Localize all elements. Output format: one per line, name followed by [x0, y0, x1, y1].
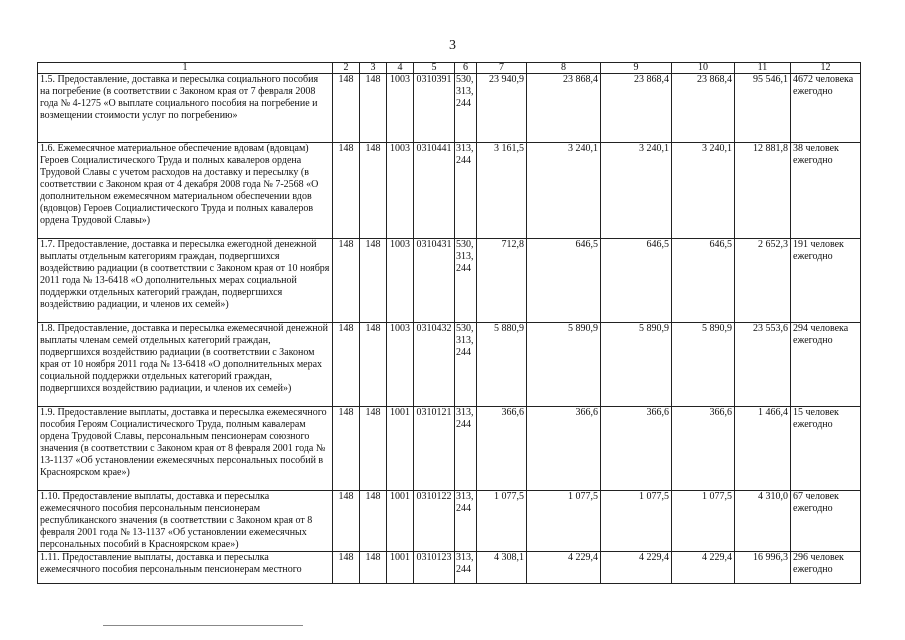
cell-target-code: 0310123: [414, 552, 455, 584]
row-description: 1.10. Предоставление выплаты, доставка и пересылка ежемесячного пособия персональным пенсионерам республиканского значения (в соответствии с Законом края от 8 февраля 2001 года № 13-1137 «Об установлении ежемесячных персональных пособий в Красноярском крае»): [38, 491, 333, 552]
cell-result: 67 человек ежегодно: [791, 491, 861, 552]
cell-amount-col10: 23 868,4: [672, 74, 735, 143]
cell-result: 294 человека ежегодно: [791, 323, 861, 407]
cell-ministry-code: 148: [333, 323, 360, 407]
cell-target-code: 0310122: [414, 491, 455, 552]
cell-admin-code: 148: [360, 491, 387, 552]
cell-amount-total: 4 310,0: [735, 491, 791, 552]
column-number: 9: [601, 63, 672, 74]
table-row: [38, 552, 861, 584]
cell-section-code: 1001: [387, 552, 414, 584]
cell-admin-code: 148: [360, 74, 387, 143]
cell-admin-code: 148: [360, 407, 387, 491]
cell-amount-col10: 366,6: [672, 407, 735, 491]
table-row: [38, 323, 861, 407]
row-description: 1.5. Предоставление, доставка и пересылка социального пособия на погребение (в соответствии с Законом края от 7 февраля 2008 года № 4-1275 «О выплате социального пособия на погребение и возмещении стоимости услуг по погребению»: [38, 74, 333, 143]
cell-expense-type: 313, 244: [455, 143, 477, 239]
cell-ministry-code: 148: [333, 239, 360, 323]
table-row: [38, 491, 861, 552]
cell-expense-type: 530, 313, 244: [455, 239, 477, 323]
cell-amount-total: 2 652,3: [735, 239, 791, 323]
table-row: [38, 407, 861, 491]
row-description: 1.8. Предоставление, доставка и пересылка ежемесячной денежной выплаты членам семей отдельных категорий граждан, подвергшихся воздействию радиации (в соответствии с Законом края от 10 ноября 2011 года № 13-6418 «О дополнительных мерах социальной поддержки отдельных категорий граждан, подвергшихся воздействию радиации, и членов их семей»): [38, 323, 333, 407]
cell-amount-col10: 5 890,9: [672, 323, 735, 407]
cell-amount-col9: 4 229,4: [601, 552, 672, 584]
cell-amount-col7: 3 161,5: [477, 143, 527, 239]
cell-result: 4672 человека ежегодно: [791, 74, 861, 143]
row-description: 1.7. Предоставление, доставка и пересылка ежегодной денежной выплаты отдельным категориям граждан, подвергшихся воздействию радиации (в соответствии с Законом края от 10 ноября 2011 года № 13-6418 «О дополнительных мерах социальной поддержки отдельных категорий граждан, подвергшихся воздействию радиации, и членов их семей»): [38, 239, 333, 323]
cell-section-code: 1001: [387, 491, 414, 552]
cell-ministry-code: 148: [333, 74, 360, 143]
cell-target-code: 0310431: [414, 239, 455, 323]
cell-amount-col9: 3 240,1: [601, 143, 672, 239]
cell-amount-col7: 712,8: [477, 239, 527, 323]
cell-amount-col9: 366,6: [601, 407, 672, 491]
cell-result: 15 человек ежегодно: [791, 407, 861, 491]
cell-result: 191 человек ежегодно: [791, 239, 861, 323]
cell-ministry-code: 148: [333, 491, 360, 552]
cell-expense-type: 530, 313, 244: [455, 323, 477, 407]
cell-amount-col9: 23 868,4: [601, 74, 672, 143]
row-description: 1.6. Ежемесячное материальное обеспечение вдовам (вдовцам) Героев Социалистического Труда и полных кавалеров ордена Трудовой Славы с учетом расходов на доставку и пересылку (в соответствии с Законом края от 4 декабря 2008 года № 7-2568 «О дополнительном ежемесячном материальном обеспечении вдов (вдовцов) Героев Социалистического Труда и полных кавалеров ордена Трудовой Славы»): [38, 143, 333, 239]
cell-amount-col7: 1 077,5: [477, 491, 527, 552]
cell-target-code: 0310432: [414, 323, 455, 407]
cell-amount-col7: 366,6: [477, 407, 527, 491]
cell-expense-type: 313, 244: [455, 552, 477, 584]
table-row: [38, 74, 861, 143]
cell-section-code: 1003: [387, 323, 414, 407]
cell-admin-code: 148: [360, 552, 387, 584]
cell-amount-col8: 3 240,1: [527, 143, 601, 239]
cell-amount-col8: 5 890,9: [527, 323, 601, 407]
column-number-header: [38, 63, 861, 74]
cell-amount-col10: 646,5: [672, 239, 735, 323]
cell-section-code: 1003: [387, 239, 414, 323]
cell-amount-col7: 4 308,1: [477, 552, 527, 584]
cell-target-code: 0310391: [414, 74, 455, 143]
column-number: 5: [414, 63, 455, 74]
cell-amount-col7: 23 940,9: [477, 74, 527, 143]
cell-amount-total: 95 546,1: [735, 74, 791, 143]
cell-expense-type: 313, 244: [455, 491, 477, 552]
column-number: 4: [387, 63, 414, 74]
cell-amount-col9: 5 890,9: [601, 323, 672, 407]
cell-amount-col10: 1 077,5: [672, 491, 735, 552]
cell-amount-col9: 1 077,5: [601, 491, 672, 552]
cell-admin-code: 148: [360, 239, 387, 323]
row-description: 1.11. Предоставление выплаты, доставка и пересылка ежемесячного пособия персональным пенсионерам местного: [38, 552, 333, 584]
cell-section-code: 1003: [387, 74, 414, 143]
cell-amount-col8: 366,6: [527, 407, 601, 491]
cell-expense-type: 530, 313, 244: [455, 74, 477, 143]
cell-amount-total: 12 881,8: [735, 143, 791, 239]
cell-admin-code: 148: [360, 143, 387, 239]
column-number: 7: [477, 63, 527, 74]
cell-result: 296 человек ежегодно: [791, 552, 861, 584]
column-number: 12: [791, 63, 861, 74]
column-number: 1: [38, 63, 333, 74]
column-number: 10: [672, 63, 735, 74]
budget-table: [37, 62, 861, 584]
table-row: [38, 143, 861, 239]
column-number: 2: [333, 63, 360, 74]
cell-ministry-code: 148: [333, 552, 360, 584]
cell-amount-col10: 3 240,1: [672, 143, 735, 239]
row-description: 1.9. Предоставление выплаты, доставка и пересылка ежемесячного пособия Героям Социалистического Труда, полным кавалерам ордена Трудовой Славы, персональным пенсионерам союзного значения (в соответствии с Законом края от 8 февраля 2001 года № 13-1137 «Об установлении ежемесячных персональных пособий в Красноярском крае»): [38, 407, 333, 491]
cell-section-code: 1003: [387, 143, 414, 239]
cell-result: 38 человек ежегодно: [791, 143, 861, 239]
cell-section-code: 1001: [387, 407, 414, 491]
cell-amount-total: 16 996,3: [735, 552, 791, 584]
page-number: 3: [449, 38, 456, 53]
cell-amount-col9: 646,5: [601, 239, 672, 323]
column-number: 3: [360, 63, 387, 74]
cell-amount-total: 23 553,6: [735, 323, 791, 407]
cell-amount-col7: 5 880,9: [477, 323, 527, 407]
column-number: 8: [527, 63, 601, 74]
cell-target-code: 0310121: [414, 407, 455, 491]
cell-ministry-code: 148: [333, 143, 360, 239]
cell-amount-col8: 646,5: [527, 239, 601, 323]
cell-amount-total: 1 466,4: [735, 407, 791, 491]
cell-ministry-code: 148: [333, 407, 360, 491]
cell-amount-col10: 4 229,4: [672, 552, 735, 584]
cell-admin-code: 148: [360, 323, 387, 407]
footnote-separator: [103, 625, 303, 626]
table-row: [38, 239, 861, 323]
cell-target-code: 0310441: [414, 143, 455, 239]
cell-amount-col8: 4 229,4: [527, 552, 601, 584]
cell-expense-type: 313, 244: [455, 407, 477, 491]
cell-amount-col8: 23 868,4: [527, 74, 601, 143]
column-number: 6: [455, 63, 477, 74]
column-number: 11: [735, 63, 791, 74]
cell-amount-col8: 1 077,5: [527, 491, 601, 552]
